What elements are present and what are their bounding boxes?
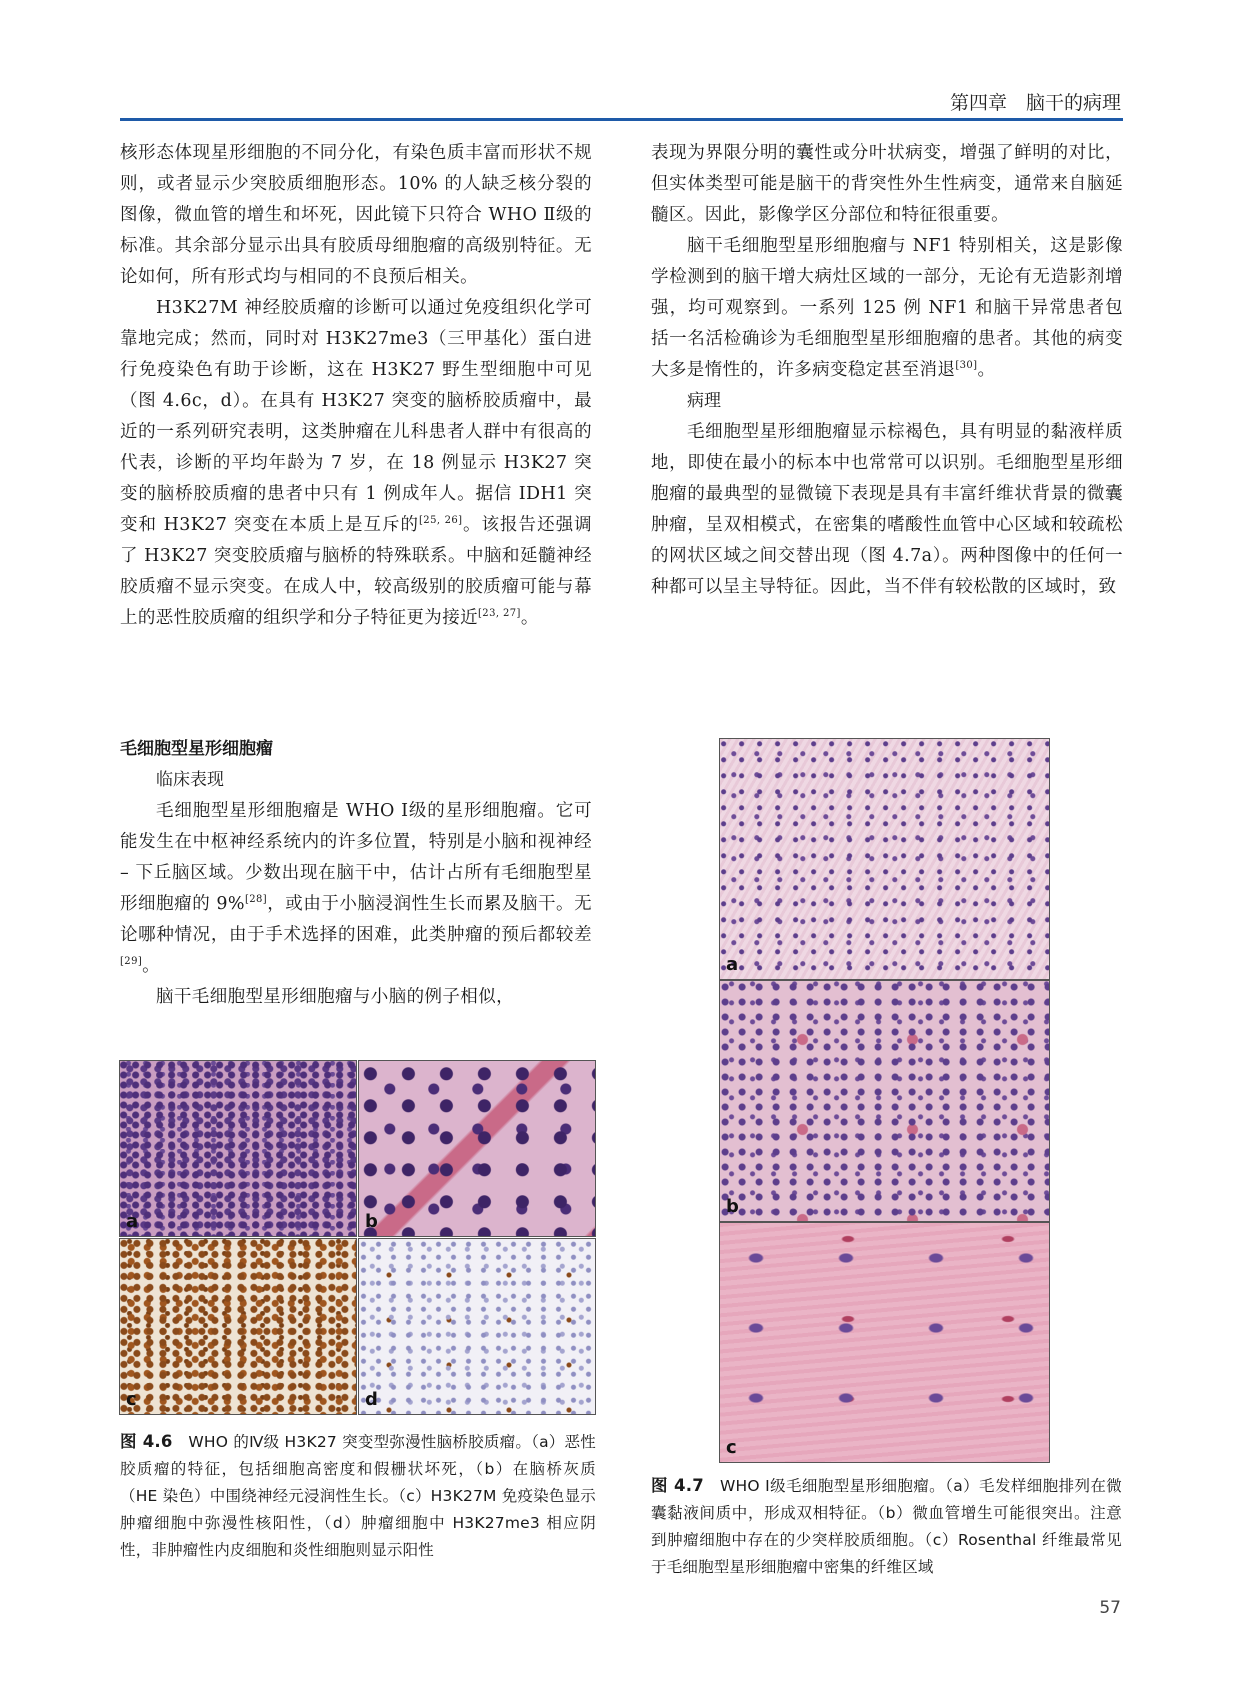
figure-4-7-caption: 图 4.7 WHO Ⅰ级毛细胞型星形细胞瘤。（a）毛发样细胞排列在微囊黏液间质中，形成双相特征。（b）微血管增生可能很突出。注意到肿瘤细胞中存在的少突样胶质细胞。（c）Rosenthal 纤维最常见于毛细胞型星形细胞瘤中密集的纤维区域 (651, 1476, 1123, 1576)
micrograph-panel-c (119, 1238, 357, 1415)
paragraph: H3K27M 神经胶质瘤的诊断可以通过免疫组织化学可靠地完成；然而，同时对 H3K27me3（三甲基化）蛋白进行免疫染色有助于诊断，这在 H3K27 野生型细胞中可见（图 4.6c，d）。在具有 H3K27 突变的脑桥胶质瘤中，最近的一系列研究表明，这类肿瘤在儿科患者人群中有很高的代表，诊断的平均年龄为 7 岁，在 18 例显示 H3K27 突变的脑桥胶质瘤的患者中只有 1 例成年人。据信 IDH1 突变和 H3K27 突变在本质上是互斥的[25, 26]。该报告还强调了 H3K27 突变胶质瘤与脑桥的特殊联系。中脑和延髓神经胶质瘤不显示突变。在成人中，较高级别的胶质瘤可能与幕上的恶性胶质瘤的组织学和分子特征更为接近[23, 27]。 (120, 298, 592, 628)
right-column (651, 138, 1123, 603)
chapter-header: 第四章 脑干的病理 (949, 92, 1121, 114)
citation: [29] (120, 956, 143, 968)
panel-label: a (126, 1211, 139, 1232)
figure-number: 图 4.6 (120, 1432, 173, 1451)
micrograph-panel-b (358, 1060, 596, 1237)
micrograph-panel-c (719, 1222, 1050, 1463)
left-column-section (120, 734, 592, 1013)
citation: [23, 27] (478, 608, 521, 620)
citation: [25, 26] (419, 515, 463, 527)
header-rule (120, 118, 1123, 121)
left-column (120, 138, 592, 634)
citation: [30] (955, 360, 978, 372)
paragraph: 表现为界限分明的囊性或分叶状病变，增强了鲜明的对比，但实体类型可能是脑干的背突性外生性病变，通常来自脑延髓区。因此，影像学区分部位和特征很重要。 (651, 143, 1123, 225)
panel-label: d (365, 1389, 378, 1410)
figure-4-6-caption: 图 4.6 WHO 的Ⅳ级 H3K27 突变型弥漫性脑桥胶质瘤。（a）恶性胶质瘤的特征，包括细胞高密度和假栅状坏死，（b）在脑桥灰质（HE 染色）中围绕神经元浸润性生长。（c）H3K27M 免疫染色显示肿瘤细胞中弥漫性核阳性，（d）肿瘤细胞中 H3K27me3 相应阴性，非肿瘤性内皮细胞和炎性细胞则显示阳性 (120, 1432, 597, 1559)
paragraph: 毛细胞型星形细胞瘤显示棕褐色，具有明显的黏液样质地，即使在最小的标本中也常常可以识别。毛细胞型星形细胞瘤的最典型的显微镜下表现是具有丰富纤维状背景的微囊肿瘤，呈双相模式，在密集的嗜酸性血管中心区域和较疏松的网状区域之间交替出现（图 4.7a）。两种图像中的任何一种都可以呈主导特征。因此，当不伴有较松散的区域时，致 (651, 422, 1123, 597)
paragraph: 毛细胞型星形细胞瘤是 WHO Ⅰ级的星形细胞瘤。它可能发生在中枢神经系统内的许多位置，特别是小脑和视神经 – 下丘脑区域。少数出现在脑干中，估计占所有毛细胞型星形细胞瘤的 9%[28]，或由于小脑浸润性生长而累及脑干。无论哪种情况，由于手术选择的困难，此类肿瘤的预后都较差[29]。 (120, 801, 592, 976)
panel-label: c (126, 1389, 137, 1410)
figure-4-7 (719, 738, 1050, 1463)
paragraph: 核形态体现星形细胞的不同分化，有染色质丰富而形状不规则，或者显示少突胶质细胞形态。10% 的人缺乏核分裂的图像，微血管的增生和坏死，因此镜下只符合 WHO Ⅱ级的标准。其余部分显示出具有胶质母细胞瘤的高级别特征。无论如何，所有形式均与相同的不良预后相关。 (120, 143, 592, 287)
panel-label: b (726, 1196, 739, 1217)
subsection-title: 病理 (687, 391, 721, 411)
figure-number: 图 4.7 (651, 1476, 704, 1495)
panel-label: b (365, 1211, 378, 1232)
paragraph: 脑干毛细胞型星形细胞瘤与小脑的例子相似， (156, 987, 514, 1007)
subsection-title: 临床表现 (156, 770, 224, 790)
micrograph-panel-a (119, 1060, 357, 1237)
micrograph-panel-d (358, 1238, 596, 1415)
panel-label: c (726, 1437, 737, 1458)
micrograph-panel-a (719, 738, 1050, 980)
citation: [28] (244, 894, 268, 906)
figure-4-6 (119, 1060, 596, 1415)
panel-label: a (726, 954, 739, 975)
paragraph: 脑干毛细胞型星形细胞瘤与 NF1 特别相关，这是影像学检测到的脑干增大病灶区域的一部分，无论有无造影剂增强，均可观察到。一系列 125 例 NF1 和脑干异常患者包括一名活检确诊为毛细胞型星形细胞瘤的患者。其他的病变大多是惰性的，许多病变稳定甚至消退[30]。 (651, 236, 1123, 380)
page-number: 57 (1099, 1598, 1121, 1618)
section-title: 毛细胞型星形细胞瘤 (120, 739, 273, 759)
micrograph-panel-b (719, 980, 1050, 1222)
